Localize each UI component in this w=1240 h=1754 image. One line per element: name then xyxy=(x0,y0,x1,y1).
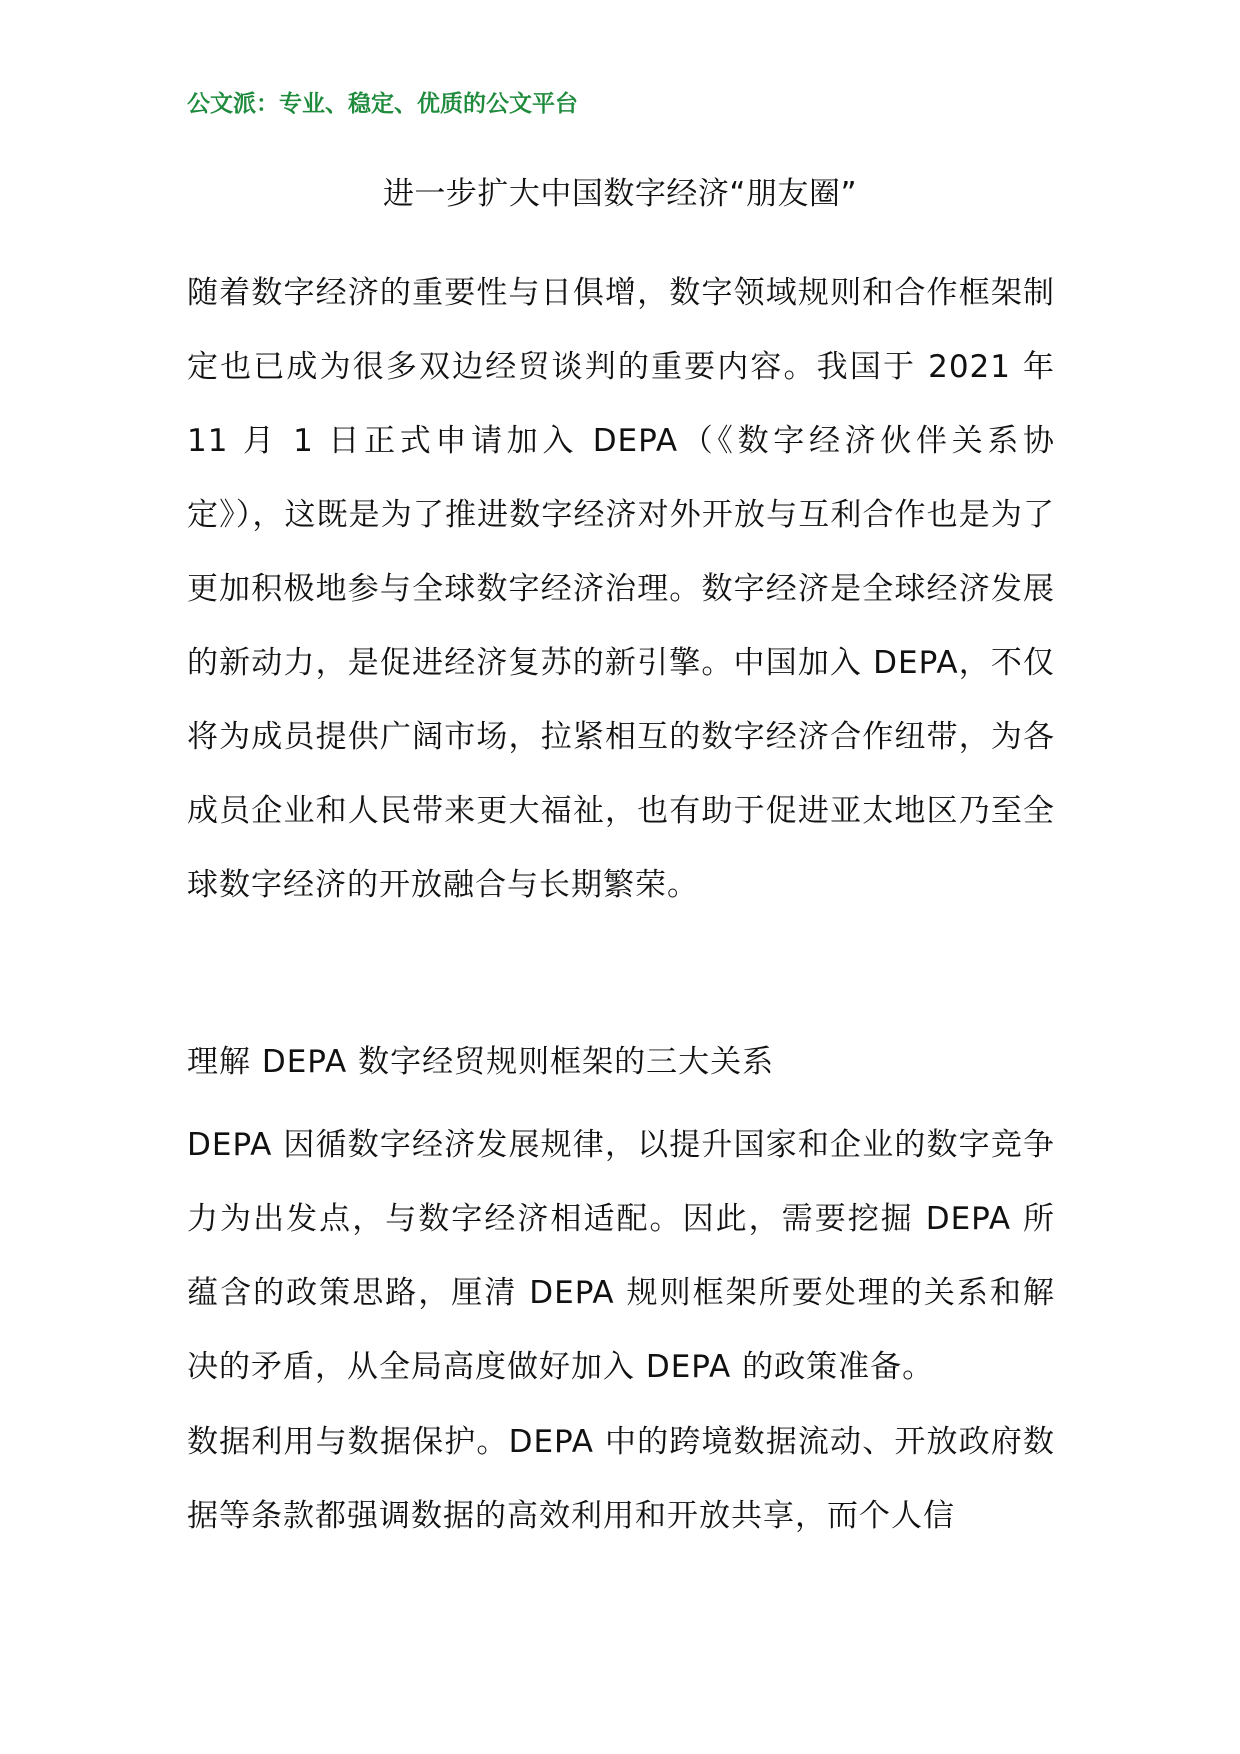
paragraph-depa-overview: DEPA 因循数字经济发展规律，以提升国家和企业的数字竞争力为出发点，与数字经济相适配。因此，需要挖掘 DEPA 所蕴含的政策思路，厘清 DEPA 规则框架所要处理的关系和解决的矛盾，从全局高度做好加入 DEPA 的政策准备。 xyxy=(187,1127,1055,1385)
site-banner: 公文派：专业、稳定、优质的公文平台 xyxy=(187,91,578,117)
paragraph-data-use: 数据利用与数据保护。DEPA 中的跨境数据流动、开放政府数据等条款都强调数据的高效利用和开放共享，而个人信 xyxy=(187,1424,1055,1534)
paragraph-intro: 随着数字经济的重要性与日俱增，数字领域规则和合作框架制定也已成为很多双边经贸谈判的重要内容。我国于 2021 年 11 月 1 日正式申请加入 DEPA（《数字经济伙伴关系协定》），这既是为了推进数字经济对外开放与互利合作也是为了更加积极地参与全球数字经济治理。数字经济是全球经济发展的新动力，是促进经济复苏的新引擎。中国加入 DEPA，不仅将为成员提供广阔市场，拉紧相互的数字经济合作纽带，为各成员企业和人民带来更大福祉，也有助于促进亚太地区乃至全球数字经济的开放融合与长期繁荣。 xyxy=(187,275,1055,903)
section-heading: 理解 DEPA 数字经贸规则框架的三大关系 xyxy=(187,1044,775,1080)
document-title: 进一步扩大中国数字经济“朋友圈” xyxy=(382,176,858,212)
